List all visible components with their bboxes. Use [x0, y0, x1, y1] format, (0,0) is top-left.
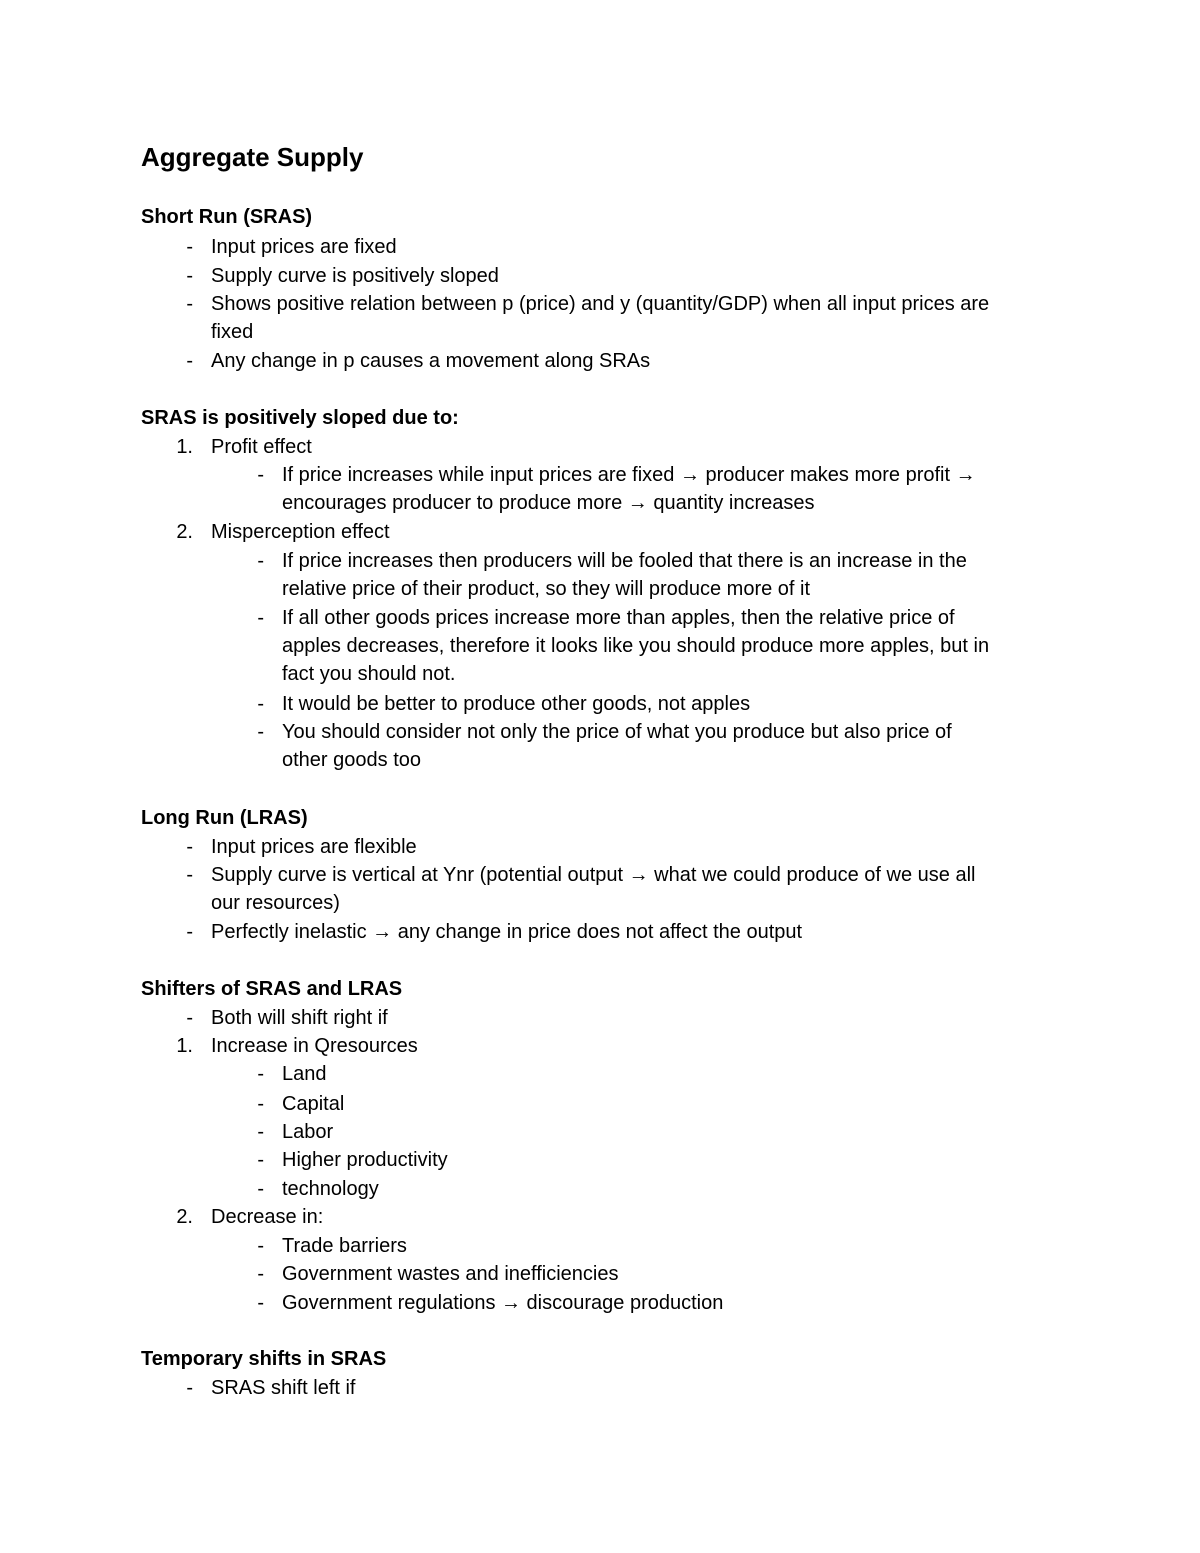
bullet-dash: - — [186, 293, 193, 315]
bullet-dash: - — [257, 464, 264, 486]
sub-list-item-continuation: fact you should not. — [282, 663, 456, 685]
bullet-dash: - — [257, 1178, 264, 1200]
sub-list-item-continuation: other goods too — [282, 749, 421, 771]
list-number: 2. — [176, 1206, 193, 1228]
sub-list-item: Land — [282, 1063, 327, 1085]
list-item: Misperception effect — [211, 521, 390, 543]
bullet-dash: - — [186, 350, 193, 372]
bullet-dash: - — [257, 607, 264, 629]
bullet-dash: - — [257, 1093, 264, 1115]
list-item: Both will shift right if — [211, 1007, 388, 1029]
list-item: Shows positive relation between p (price) and y (quantity/GDP) when all input prices are — [211, 293, 990, 315]
bullet-dash: - — [257, 1149, 264, 1171]
bullet-dash: - — [257, 1121, 264, 1143]
sub-list-item: Labor — [282, 1121, 334, 1143]
list-item: Perfectly inelastic → any change in price does not affect the output — [211, 921, 803, 943]
sub-list-item-continuation: relative price of their product, so they will produce more of it — [282, 578, 811, 600]
list-item: SRAS shift left if — [211, 1377, 356, 1399]
list-item: Input prices are flexible — [211, 836, 417, 858]
bullet-dash: - — [257, 1263, 264, 1285]
sub-list-item: If price increases then producers will be fooled that there is an increase in the — [282, 550, 967, 572]
bullet-dash: - — [186, 921, 193, 943]
list-item: Increase in Qresources — [211, 1035, 418, 1057]
list-number: 1. — [176, 1035, 193, 1057]
section-heading-long-run: Long Run (LRAS) — [141, 807, 308, 829]
section-heading-sras-slope: SRAS is positively sloped due to: — [141, 407, 459, 429]
list-item: Supply curve is vertical at Ynr (potential output → what we could produce of we use all — [211, 864, 976, 886]
list-item: Decrease in: — [211, 1206, 324, 1228]
sub-list-item: Capital — [282, 1093, 345, 1115]
list-number: 2. — [176, 521, 193, 543]
sub-list-item: Higher productivity — [282, 1149, 448, 1171]
bullet-dash: - — [257, 1063, 264, 1085]
sub-list-item: technology — [282, 1178, 379, 1200]
sub-list-item: Trade barriers — [282, 1235, 407, 1257]
list-number: 1. — [176, 436, 193, 458]
bullet-dash: - — [186, 236, 193, 258]
sub-list-item: It would be better to produce other goods, not apples — [282, 693, 751, 715]
bullet-dash: - — [186, 864, 193, 886]
bullet-dash: - — [186, 1007, 193, 1029]
bullet-dash: - — [257, 1235, 264, 1257]
section-heading-short-run: Short Run (SRAS) — [141, 206, 313, 228]
sub-list-item: You should consider not only the price of what you produce but also price of — [282, 721, 952, 743]
sub-list-item: If all other goods prices increase more than apples, then the relative price of — [282, 607, 955, 629]
list-item-continuation: our resources) — [211, 892, 340, 914]
bullet-dash: - — [186, 1377, 193, 1399]
section-heading-temporary-shifts: Temporary shifts in SRAS — [141, 1348, 387, 1370]
list-item: Supply curve is positively sloped — [211, 265, 499, 287]
bullet-dash: - — [257, 1292, 264, 1314]
sub-list-item-continuation: encourages producer to produce more → quantity increases — [282, 492, 815, 514]
bullet-dash: - — [257, 721, 264, 743]
list-item: Any change in p causes a movement along SRAs — [211, 350, 651, 372]
list-item: Input prices are fixed — [211, 236, 397, 258]
bullet-dash: - — [186, 265, 193, 287]
section-heading-shifters: Shifters of SRAS and LRAS — [141, 978, 403, 1000]
bullet-dash: - — [186, 836, 193, 858]
list-item-continuation: fixed — [211, 321, 254, 343]
sub-list-item: Government wastes and inefficiencies — [282, 1263, 619, 1285]
sub-list-item: Government regulations → discourage production — [282, 1292, 724, 1314]
sub-list-item-continuation: apples decreases, therefore it looks like you should produce more apples, but in — [282, 635, 990, 657]
bullet-dash: - — [257, 550, 264, 572]
list-item: Profit effect — [211, 436, 312, 458]
sub-list-item: If price increases while input prices are fixed → producer makes more profit → — [282, 464, 976, 486]
bullet-dash: - — [257, 693, 264, 715]
page-title: Aggregate Supply — [141, 142, 364, 172]
